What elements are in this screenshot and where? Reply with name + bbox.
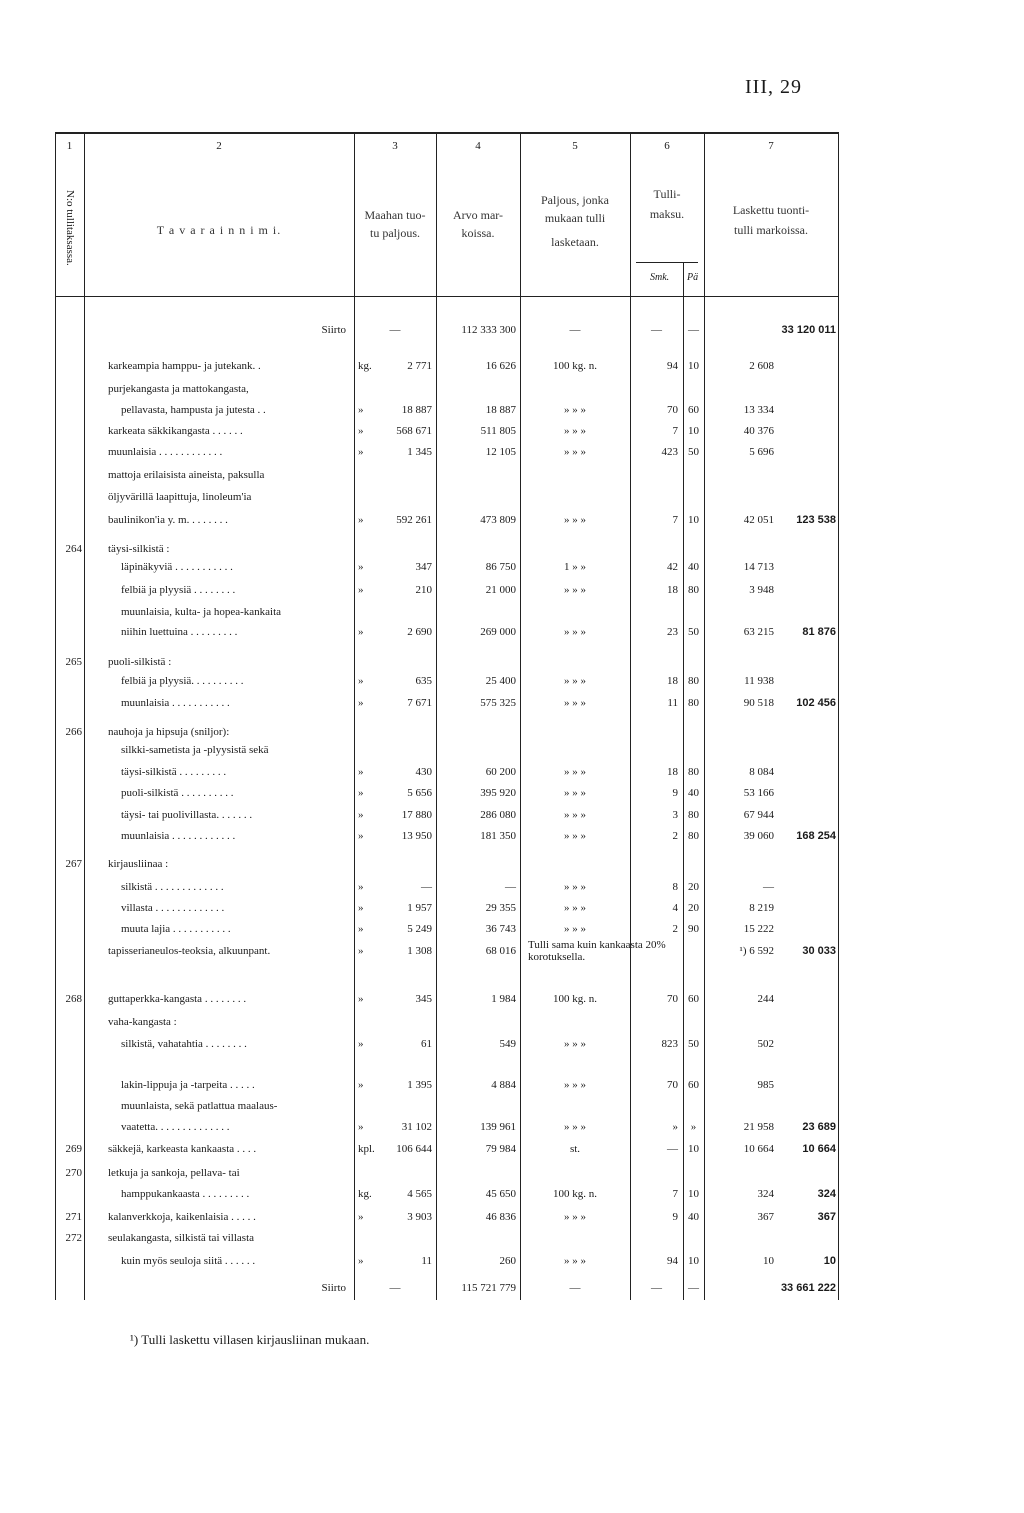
carry-in-total: 33 120 011: [781, 324, 836, 336]
header-bottom-rule: [55, 296, 838, 297]
column-number-5: 5: [572, 140, 578, 152]
item-name: puoli-silkistä :: [108, 656, 172, 668]
duty-basis: » » »: [564, 626, 586, 638]
tariff-number: 272: [65, 1232, 82, 1244]
unit: kg.: [358, 1188, 372, 1200]
value-marks: 79 984: [485, 1143, 516, 1155]
header-col5-line2: mukaan tulli: [544, 211, 606, 225]
item-name: silkistä . . . . . . . . . . . . .: [121, 881, 224, 893]
fee-marks: 42: [667, 561, 678, 573]
carry-in-label: Siirto: [321, 324, 346, 336]
fee-pennies: 60: [688, 1079, 699, 1091]
group-total: 10 664: [802, 1143, 836, 1155]
unit: »: [358, 584, 364, 596]
computed-duty: 10: [763, 1255, 774, 1267]
fee-subheader-rule: [636, 262, 698, 263]
carry-out-fee-mk: —: [651, 1282, 662, 1294]
fee-marks: 18: [667, 584, 678, 596]
header-col6-line2: maksu.: [649, 207, 685, 221]
header-col4-line1: Arvo mar-: [452, 208, 504, 222]
quantity: 592 261: [396, 514, 432, 526]
tariff-number: 266: [65, 726, 82, 738]
duty-basis: » » »: [564, 1255, 586, 1267]
fee-marks: 9: [672, 1211, 678, 1223]
item-name: niihin luettuina . . . . . . . . .: [121, 626, 238, 638]
group-total: 30 033: [802, 945, 836, 957]
fee-marks: —: [667, 1143, 678, 1155]
unit: »: [358, 697, 364, 709]
value-marks: 4 884: [491, 1079, 516, 1091]
group-total: 324: [817, 1188, 836, 1200]
carry-out-fee-p: —: [688, 1282, 699, 1294]
tariff-number: 268: [65, 993, 82, 1005]
computed-duty: 90 518: [743, 697, 774, 709]
item-name: hamppukankaasta . . . . . . . . .: [121, 1188, 250, 1200]
duty-basis: » » »: [564, 809, 586, 821]
carry-in-fee-mk: —: [651, 324, 662, 336]
value-marks: 86 750: [485, 561, 516, 573]
item-name: puoli-silkistä . . . . . . . . . .: [121, 787, 234, 799]
header-col1: N:o tullitaksassa.: [64, 190, 76, 266]
value-marks: 395 920: [480, 787, 516, 799]
footnote: ¹) Tulli laskettu villasen kirjausliinan mukaan.: [130, 1332, 370, 1347]
fee-pennies: 60: [688, 993, 699, 1005]
carry-in-fee-p: —: [688, 324, 699, 336]
duty-basis: » » »: [564, 1079, 586, 1091]
header-col5-line1: Paljous, jonka: [541, 193, 609, 207]
fee-pennies: 50: [688, 626, 699, 638]
unit: »: [358, 809, 364, 821]
fee-pennies: 10: [688, 1143, 699, 1155]
item-name: silkki-sametista ja -plyysistä sekä: [121, 744, 269, 756]
fee-pennies: 90: [688, 923, 699, 935]
value-marks: 29 355: [485, 902, 516, 914]
quantity: 4 565: [407, 1188, 432, 1200]
duty-basis: » » »: [564, 584, 586, 596]
unit: »: [358, 1255, 364, 1267]
duty-basis: » » »: [564, 1038, 586, 1050]
quantity: 430: [415, 766, 432, 778]
unit: »: [358, 626, 364, 638]
fee-marks: 7: [672, 514, 678, 526]
fee-pennies: 80: [688, 809, 699, 821]
item-name: läpinäkyviä . . . . . . . . . . .: [121, 561, 233, 573]
item-name: kalanverkkoja, kaikenlaisia . . . . .: [108, 1211, 256, 1223]
fee-marks: 70: [667, 1079, 678, 1091]
value-marks: 12 105: [485, 446, 516, 458]
computed-duty: 3 948: [749, 584, 774, 596]
fee-marks: 8: [672, 881, 678, 893]
computed-duty: 324: [757, 1188, 774, 1200]
tariff-number: 267: [65, 858, 82, 870]
quantity: 11: [421, 1255, 432, 1267]
item-name: vaatetta. . . . . . . . . . . . . .: [121, 1121, 230, 1133]
fee-pennies: 80: [688, 675, 699, 687]
value-marks: 36 743: [485, 923, 516, 935]
group-total: 10: [823, 1255, 836, 1267]
left-border: [55, 132, 56, 1300]
unit: »: [358, 830, 364, 842]
value-marks: 286 080: [480, 809, 516, 821]
duty-basis: » » »: [564, 425, 586, 437]
value-marks: 45 650: [485, 1188, 516, 1200]
computed-duty: 13 334: [743, 404, 774, 416]
item-name: muunlaisia . . . . . . . . . . . .: [108, 446, 223, 458]
item-name: pellavasta, hampusta ja jutesta . .: [121, 404, 266, 416]
computed-duty: 985: [757, 1079, 774, 1091]
item-name: felbiä ja plyysiä . . . . . . . .: [121, 584, 236, 596]
unit: »: [358, 787, 364, 799]
header-col6-line1: Tulli-: [653, 187, 681, 201]
header-col7-line2: tulli markoissa.: [734, 223, 808, 237]
value-marks: 60 200: [485, 766, 516, 778]
unit: »: [358, 404, 364, 416]
computed-duty: 11 938: [744, 675, 774, 687]
column-number-3: 3: [392, 140, 398, 152]
group-total: 81 876: [802, 626, 836, 638]
value-marks: 68 016: [485, 945, 516, 957]
computed-duty: 15 222: [743, 923, 774, 935]
right-border: [838, 132, 839, 1300]
quantity: 5 249: [407, 923, 432, 935]
computed-duty: 502: [757, 1038, 774, 1050]
unit: »: [358, 766, 364, 778]
value-marks: 511 805: [480, 425, 516, 437]
tariff-number: 264: [65, 543, 82, 555]
computed-duty: 42 051: [743, 514, 774, 526]
value-marks: 473 809: [480, 514, 516, 526]
col5-divider: [630, 132, 631, 1300]
value-marks: 269 000: [480, 626, 516, 638]
group-total: 123 538: [796, 514, 836, 526]
item-name: silkistä, vahatahtia . . . . . . . .: [121, 1038, 247, 1050]
quantity: 13 950: [401, 830, 432, 842]
fee-marks: »: [672, 1121, 678, 1133]
fee-pennies: 80: [688, 830, 699, 842]
quantity: 2 690: [407, 626, 432, 638]
quantity: 1 395: [407, 1079, 432, 1091]
fee-marks: 94: [667, 360, 678, 372]
item-name: nauhoja ja hipsuja (sniljor):: [108, 726, 230, 738]
item-name: säkkejä, karkeasta kankaasta . . . .: [108, 1143, 257, 1155]
fee-marks: 2: [672, 830, 678, 842]
value-marks: 46 836: [485, 1211, 516, 1223]
item-name: muuta lajia . . . . . . . . . . .: [121, 923, 231, 935]
unit: »: [358, 514, 364, 526]
item-name: baulinikon'ia y. m. . . . . . . .: [108, 514, 228, 526]
quantity: 345: [415, 993, 432, 1005]
item-name: villasta . . . . . . . . . . . . .: [121, 902, 225, 914]
fee-pennies: 10: [688, 360, 699, 372]
item-name: muunlaisia, kulta- ja hopea-kankaita: [121, 606, 282, 618]
value-marks: 181 350: [480, 830, 516, 842]
duty-basis: » » »: [564, 923, 586, 935]
unit: »: [358, 675, 364, 687]
col4-divider: [520, 132, 521, 1300]
quantity: 1 308: [407, 945, 432, 957]
fee-marks: 4: [672, 902, 678, 914]
duty-basis: » » »: [564, 514, 586, 526]
quantity: 210: [415, 584, 432, 596]
fee-marks: 70: [667, 993, 678, 1005]
fee-pennies: 50: [688, 1038, 699, 1050]
page-number: III, 29: [745, 76, 802, 98]
duty-basis: » » »: [564, 697, 586, 709]
unit: »: [358, 1038, 364, 1050]
col3-divider: [436, 132, 437, 1300]
duty-basis: » » »: [564, 902, 586, 914]
value-marks: 25 400: [485, 675, 516, 687]
quantity: 106 644: [396, 1143, 432, 1155]
quantity: 3 903: [407, 1211, 432, 1223]
fee-pennies: 20: [688, 902, 699, 914]
quantity: 347: [415, 561, 432, 573]
fee-pennies: 80: [688, 697, 699, 709]
item-name: muunlaisia . . . . . . . . . . . .: [121, 830, 236, 842]
fee-marks: 18: [667, 675, 678, 687]
unit: »: [358, 425, 364, 437]
computed-duty: 53 166: [743, 787, 774, 799]
quantity: 17 880: [401, 809, 432, 821]
item-name: karkeata säkkikangasta . . . . . .: [108, 425, 243, 437]
computed-duty: 8 084: [749, 766, 774, 778]
duty-basis: » » »: [564, 404, 586, 416]
item-name: vaha-kangasta :: [108, 1016, 177, 1028]
column-number-2: 2: [216, 140, 222, 152]
unit: kg.: [358, 360, 372, 372]
carry-out-qty: —: [389, 1282, 401, 1294]
fee-pennies: 10: [688, 1255, 699, 1267]
computed-duty: 40 376: [743, 425, 774, 437]
carry-out-value: 115 721 779: [461, 1282, 516, 1294]
unit: »: [358, 923, 364, 935]
item-name: kuin myös seuloja siitä . . . . . .: [121, 1255, 256, 1267]
duty-basis: 100 kg. n.: [553, 1188, 597, 1200]
duty-basis: » » »: [564, 1211, 586, 1223]
item-name: tapisserianeulos-teoksia, alkuunpant.: [108, 945, 271, 957]
duty-basis: 100 kg. n.: [553, 993, 597, 1005]
fee-marks: 70: [667, 404, 678, 416]
unit: »: [358, 561, 364, 573]
item-name: öljyvärillä laapittuja, linoleum'ia: [108, 491, 252, 503]
tariff-number: 269: [65, 1143, 82, 1155]
duty-basis: 1 » »: [564, 561, 586, 573]
col2-divider: [354, 132, 355, 1300]
duty-basis: » » »: [564, 830, 586, 842]
header-col3-line1: Maahan tuo-: [364, 208, 426, 222]
fee-pennies: 80: [688, 584, 699, 596]
carry-in-basis: —: [569, 324, 581, 336]
fee-pennies: 10: [688, 1188, 699, 1200]
header-col5-line3: lasketaan.: [551, 235, 599, 249]
computed-duty: 2 608: [749, 360, 774, 372]
fee-pennies: 10: [688, 425, 699, 437]
quantity: 18 887: [401, 404, 432, 416]
fee-pennies: 80: [688, 766, 699, 778]
unit: kpl.: [358, 1143, 375, 1155]
fee-marks: 2: [672, 923, 678, 935]
tariff-number: 271: [65, 1211, 82, 1223]
carry-in-value: 112 333 300: [461, 324, 516, 336]
fee-marks: 23: [667, 626, 678, 638]
fee-pennies: 40: [688, 787, 699, 799]
item-name: kirjausliinaa :: [108, 858, 169, 870]
computed-duty: 39 060: [743, 830, 774, 842]
computed-duty: 367: [757, 1211, 774, 1223]
value-marks: 139 961: [480, 1121, 516, 1133]
item-name: letkuja ja sankoja, pellava- tai: [108, 1167, 240, 1179]
fee-pennies: 10: [688, 514, 699, 526]
duty-basis: » » »: [564, 787, 586, 799]
top-rule: [55, 132, 838, 134]
duty-basis: » » »: [564, 1121, 586, 1133]
item-name: muunlaista, sekä patlattua maalaus-: [121, 1100, 278, 1112]
item-name: muunlaisia . . . . . . . . . . .: [121, 697, 230, 709]
quantity: 2 771: [407, 360, 432, 372]
value-marks: 21 000: [485, 584, 516, 596]
fee-marks: 9: [672, 787, 678, 799]
duty-basis-note: Tulli sama kuin kankaasta 20% korotuksella.: [528, 939, 666, 963]
header-col3-line2: tu paljous.: [370, 226, 420, 240]
duty-basis: 100 kg. n.: [553, 360, 597, 372]
computed-duty: 10 664: [743, 1143, 774, 1155]
item-name: täysi- tai puolivillasta. . . . . . .: [121, 809, 253, 821]
value-marks: 260: [499, 1255, 516, 1267]
header-col6-sub-p: Pä: [687, 272, 699, 283]
group-total: 23 689: [802, 1121, 836, 1133]
fee-pennies: 40: [688, 1211, 699, 1223]
computed-duty: ¹) 6 592: [739, 945, 774, 957]
item-name: felbiä ja plyysiä. . . . . . . . . .: [121, 675, 244, 687]
value-marks: 18 887: [485, 404, 516, 416]
unit: »: [358, 446, 364, 458]
fee-pennies: 50: [688, 446, 699, 458]
item-name: seulakangasta, silkistä tai villasta: [108, 1232, 255, 1244]
fee-marks: 94: [667, 1255, 678, 1267]
item-name: täysi-silkistä . . . . . . . . .: [121, 766, 227, 778]
unit: »: [358, 945, 364, 957]
quantity: 5 656: [407, 787, 432, 799]
computed-duty: 67 944: [743, 809, 774, 821]
quantity: 568 671: [396, 425, 432, 437]
fee-pennies: »: [690, 1121, 697, 1133]
quantity: 7 671: [407, 697, 432, 709]
computed-duty: 244: [757, 993, 774, 1005]
duty-basis: » » »: [564, 446, 586, 458]
fee-marks: 18: [667, 766, 678, 778]
quantity: 1 957: [407, 902, 432, 914]
column-number-7: 7: [768, 140, 774, 152]
value-marks: 16 626: [485, 360, 516, 372]
unit: »: [358, 1121, 364, 1133]
quantity: 61: [421, 1038, 432, 1050]
computed-duty: 14 713: [743, 561, 774, 573]
quantity: 635: [415, 675, 432, 687]
group-total: 102 456: [796, 697, 836, 709]
header-col7-line1: Laskettu tuonti-: [732, 203, 810, 217]
column-number-1: 1: [66, 140, 73, 152]
item-name: guttaperkka-kangasta . . . . . . . .: [108, 993, 247, 1005]
fee-marks: 11: [667, 697, 678, 709]
fee-marks: 823: [661, 1038, 678, 1050]
duty-basis: st.: [569, 1143, 581, 1155]
value-marks: —: [505, 881, 516, 893]
column-number-6: 6: [664, 140, 670, 152]
unit: »: [358, 881, 364, 893]
tariff-number: 270: [65, 1167, 82, 1179]
group-total: 168 254: [796, 830, 836, 842]
computed-duty: 63 215: [743, 626, 774, 638]
computed-duty: 8 219: [749, 902, 774, 914]
item-name: täysi-silkistä :: [108, 543, 170, 555]
carry-out-total: 33 661 222: [780, 1282, 836, 1294]
unit: »: [358, 993, 364, 1005]
header-col6-sub-mk: Smk.: [650, 272, 670, 283]
value-marks: 575 325: [480, 697, 516, 709]
duty-basis: » » »: [564, 675, 586, 687]
unit: »: [358, 902, 364, 914]
item-name: karkeampia hamppu- ja jutekank. .: [108, 360, 261, 372]
item-name: lakin-lippuja ja -tarpeita . . . . .: [121, 1079, 255, 1091]
fee-marks: 7: [672, 425, 678, 437]
item-name: mattoja erilaisista aineista, paksulla: [108, 469, 265, 481]
quantity: 1 345: [407, 446, 432, 458]
fee-pennies: 40: [688, 561, 699, 573]
unit: »: [358, 1079, 364, 1091]
computed-duty: 21 958: [743, 1121, 774, 1133]
fee-pennies: 20: [688, 881, 699, 893]
item-name: purjekangasta ja mattokangasta,: [108, 383, 249, 395]
carry-out-label: Siirto: [321, 1282, 346, 1294]
carry-in-qty: —: [389, 324, 401, 336]
quantity: 31 102: [401, 1121, 432, 1133]
computed-duty: —: [763, 881, 774, 893]
header-col2: T a v a r a i n n i m i.: [156, 223, 282, 237]
fee-marks: 3: [672, 809, 678, 821]
quantity: —: [421, 881, 432, 893]
col1-divider: [84, 132, 85, 1300]
value-marks: 1 984: [491, 993, 516, 1005]
computed-duty: 5 696: [749, 446, 774, 458]
column-number-4: 4: [475, 140, 481, 152]
fee-pennies: 60: [688, 404, 699, 416]
header-col4-line2: koissa.: [461, 226, 495, 240]
tariff-number: 265: [65, 656, 82, 668]
duty-basis: » » »: [564, 766, 586, 778]
group-total: 367: [817, 1211, 836, 1223]
col6-divider: [704, 132, 705, 1300]
unit: »: [358, 1211, 364, 1223]
carry-out-basis: —: [569, 1282, 581, 1294]
duty-basis: » » »: [564, 881, 586, 893]
fee-marks: 423: [661, 446, 678, 458]
value-marks: 549: [499, 1038, 516, 1050]
fee-marks: 7: [672, 1188, 678, 1200]
